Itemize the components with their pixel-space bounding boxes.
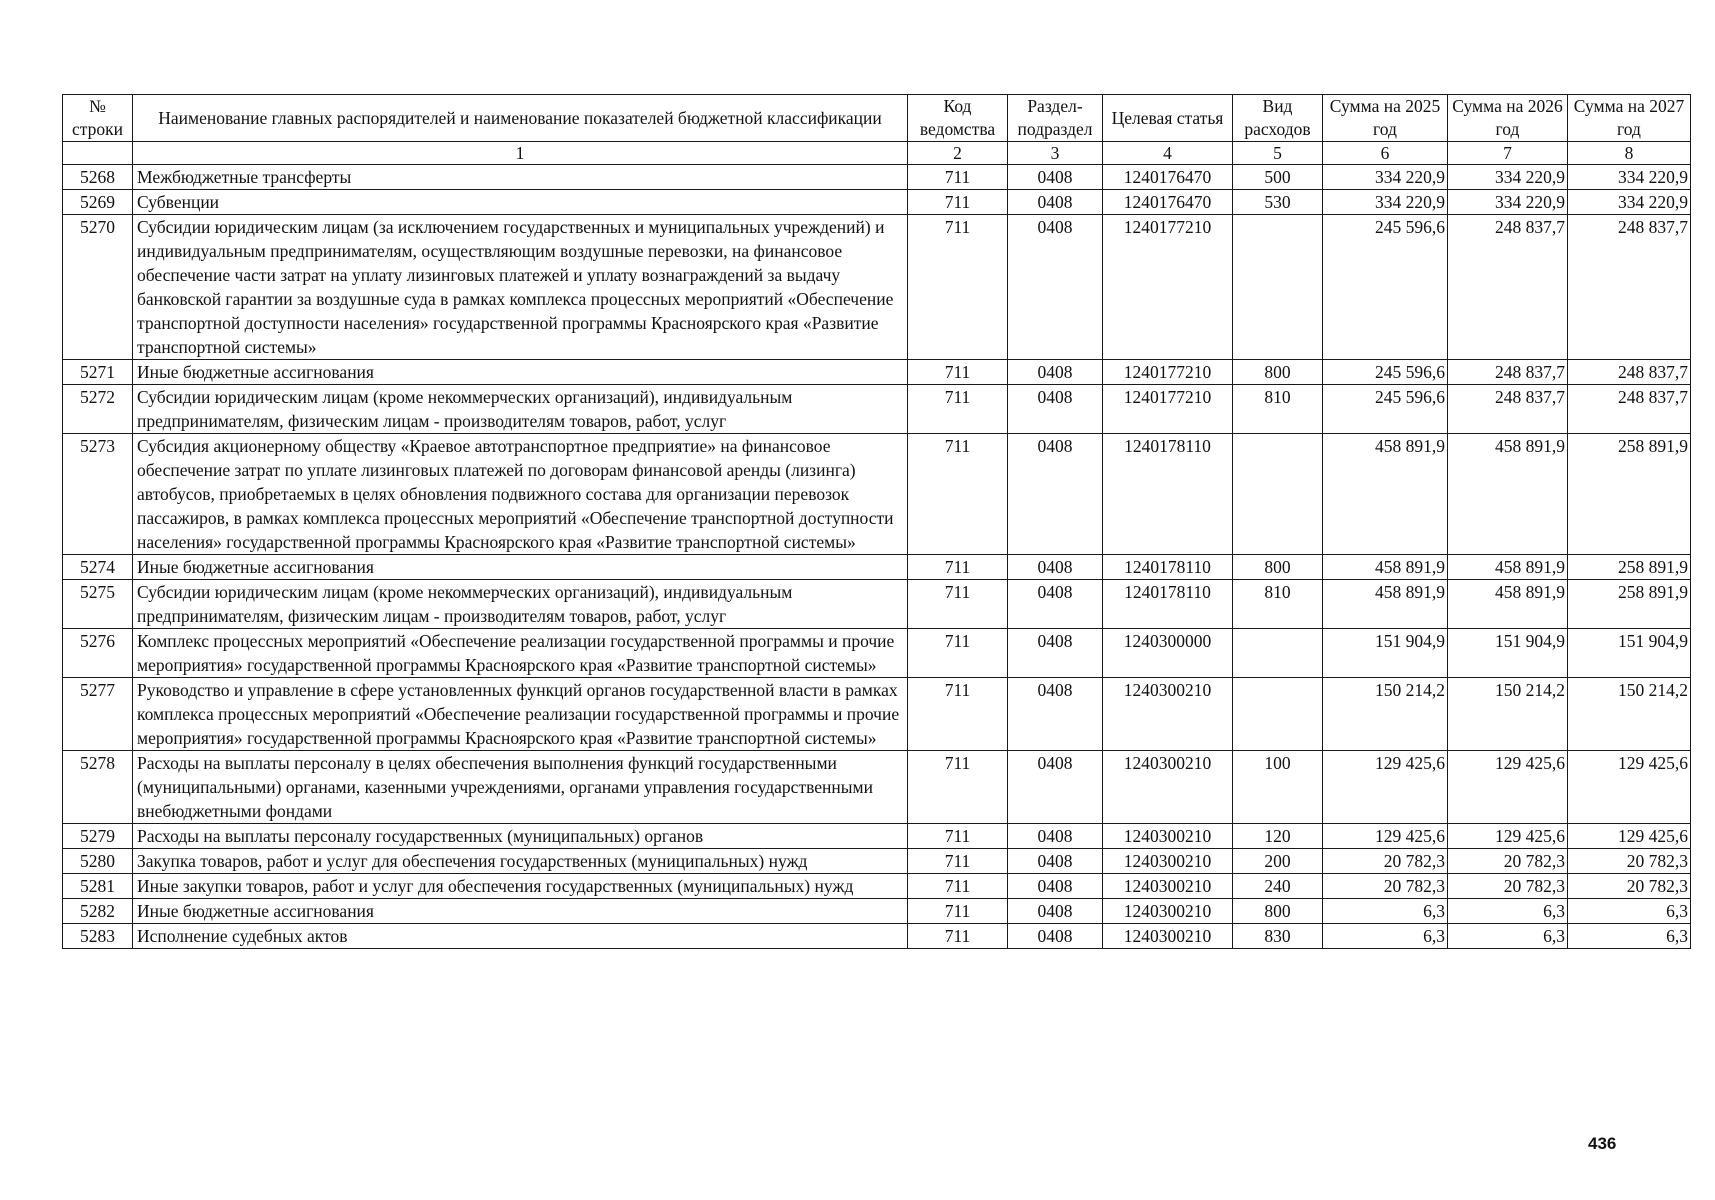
expense-type-cell: 800 [1233,899,1323,924]
header-dept-code: Код ведомства [908,95,1008,142]
sum-2027-cell: 248 837,7 [1568,360,1691,385]
sum-2027-cell: 248 837,7 [1568,385,1691,434]
table-row [63,678,1691,751]
budget-table [62,94,1691,949]
dept-code-cell: 711 [908,678,1008,751]
sum-2026-cell: 129 425,6 [1448,751,1568,824]
table-row [63,360,1691,385]
table-row [63,555,1691,580]
dept-code-cell: 711 [908,924,1008,949]
header-name: Наименование главных распорядителей и наименование показателей бюджетной классификации [133,95,908,142]
column-number-row [63,142,1691,165]
expense-type-cell: 800 [1233,555,1323,580]
section-cell: 0408 [1008,629,1103,678]
sum-2025-cell: 245 596,6 [1323,215,1448,360]
sum-2025-cell: 20 782,3 [1323,874,1448,899]
expense-type-cell: 810 [1233,580,1323,629]
target-cell: 1240300210 [1103,849,1233,874]
table-row [63,434,1691,555]
header-sum-2025: Сумма на 2025 год [1323,95,1448,142]
sum-2027-cell: 6,3 [1568,924,1691,949]
section-cell: 0408 [1008,190,1103,215]
header-sum-2027: Сумма на 2027 год [1568,95,1691,142]
table-row [63,874,1691,899]
column-number: 3 [1008,142,1103,165]
sum-2025-cell: 245 596,6 [1323,360,1448,385]
target-cell: 1240177210 [1103,360,1233,385]
expense-type-cell: 800 [1233,360,1323,385]
expense-type-cell: 530 [1233,190,1323,215]
dept-code-cell: 711 [908,899,1008,924]
expense-type-cell: 240 [1233,874,1323,899]
expense-type-cell: 810 [1233,385,1323,434]
sum-2026-cell: 248 837,7 [1448,215,1568,360]
header-target: Целевая статья [1103,95,1233,142]
row-number-cell: 5269 [63,190,133,215]
name-cell: Субсидии юридическим лицам (кроме некоммерческих организаций), индивидуальным предпринимателям, физическим лицам - производителям товаров, работ, услуг [133,580,908,629]
sum-2025-cell: 245 596,6 [1323,385,1448,434]
name-cell: Иные бюджетные ассигнования [133,360,908,385]
row-number-cell: 5279 [63,824,133,849]
column-number: 2 [908,142,1008,165]
sum-2026-cell: 20 782,3 [1448,874,1568,899]
expense-type-cell [1233,215,1323,360]
column-number: 4 [1103,142,1233,165]
row-number-cell: 5278 [63,751,133,824]
sum-2027-cell: 248 837,7 [1568,215,1691,360]
section-cell: 0408 [1008,678,1103,751]
table-row [63,751,1691,824]
row-number-cell: 5283 [63,924,133,949]
expense-type-cell: 100 [1233,751,1323,824]
sum-2027-cell: 258 891,9 [1568,434,1691,555]
sum-2025-cell: 6,3 [1323,924,1448,949]
sum-2027-cell: 129 425,6 [1568,751,1691,824]
sum-2026-cell: 458 891,9 [1448,555,1568,580]
name-cell: Иные бюджетные ассигнования [133,555,908,580]
sum-2026-cell: 334 220,9 [1448,190,1568,215]
section-cell: 0408 [1008,360,1103,385]
dept-code-cell: 711 [908,165,1008,190]
name-cell: Межбюджетные трансферты [133,165,908,190]
sum-2027-cell: 334 220,9 [1568,190,1691,215]
sum-2026-cell: 6,3 [1448,899,1568,924]
target-cell: 1240300210 [1103,678,1233,751]
sum-2026-cell: 129 425,6 [1448,824,1568,849]
column-number: 5 [1233,142,1323,165]
name-cell: Субсидии юридическим лицам (кроме некоммерческих организаций), индивидуальным предпринимателям, физическим лицам - производителям товаров, работ, услуг [133,385,908,434]
dept-code-cell: 711 [908,385,1008,434]
sum-2026-cell: 458 891,9 [1448,434,1568,555]
row-number-cell: 5282 [63,899,133,924]
row-number-cell: 5268 [63,165,133,190]
sum-2027-cell: 151 904,9 [1568,629,1691,678]
section-cell: 0408 [1008,899,1103,924]
name-cell: Иные закупки товаров, работ и услуг для обеспечения государственных (муниципальных) нужд [133,874,908,899]
row-number-cell: 5277 [63,678,133,751]
target-cell: 1240176470 [1103,165,1233,190]
section-cell: 0408 [1008,849,1103,874]
section-cell: 0408 [1008,385,1103,434]
row-number-cell: 5274 [63,555,133,580]
row-number-cell: 5276 [63,629,133,678]
sum-2027-cell: 6,3 [1568,899,1691,924]
header-section: Раздел-подраздел [1008,95,1103,142]
target-cell: 1240177210 [1103,385,1233,434]
target-cell: 1240177210 [1103,215,1233,360]
sum-2027-cell: 20 782,3 [1568,849,1691,874]
column-number: 8 [1568,142,1691,165]
expense-type-cell [1233,629,1323,678]
table-row [63,629,1691,678]
sum-2026-cell: 248 837,7 [1448,360,1568,385]
header-row [63,95,1691,142]
sum-2027-cell: 20 782,3 [1568,874,1691,899]
sum-2025-cell: 150 214,2 [1323,678,1448,751]
sum-2025-cell: 6,3 [1323,899,1448,924]
header-sum-2026: Сумма на 2026 год [1448,95,1568,142]
sum-2027-cell: 334 220,9 [1568,165,1691,190]
target-cell: 1240300000 [1103,629,1233,678]
column-number: 6 [1323,142,1448,165]
dept-code-cell: 711 [908,190,1008,215]
row-number-cell: 5281 [63,874,133,899]
table-row [63,899,1691,924]
table-row [63,824,1691,849]
sum-2025-cell: 151 904,9 [1323,629,1448,678]
column-number: 1 [133,142,908,165]
section-cell: 0408 [1008,215,1103,360]
table-row [63,165,1691,190]
row-number-cell: 5275 [63,580,133,629]
row-number-cell: 5280 [63,849,133,874]
row-number-cell: 5271 [63,360,133,385]
name-cell: Комплекс процессных мероприятий «Обеспечение реализации государственной программы и прочие мероприятия» государственной программы Красноярского края «Развитие транспортной системы» [133,629,908,678]
sum-2027-cell: 129 425,6 [1568,824,1691,849]
row-number-cell: 5272 [63,385,133,434]
header-row-number: № строки [63,95,133,142]
section-cell: 0408 [1008,555,1103,580]
sum-2027-cell: 150 214,2 [1568,678,1691,751]
expense-type-cell [1233,678,1323,751]
target-cell: 1240300210 [1103,751,1233,824]
dept-code-cell: 711 [908,555,1008,580]
sum-2026-cell: 150 214,2 [1448,678,1568,751]
name-cell: Иные бюджетные ассигнования [133,899,908,924]
table-row [63,215,1691,360]
section-cell: 0408 [1008,924,1103,949]
section-cell: 0408 [1008,165,1103,190]
expense-type-cell [1233,434,1323,555]
expense-type-cell: 500 [1233,165,1323,190]
sum-2026-cell: 334 220,9 [1448,165,1568,190]
target-cell: 1240300210 [1103,874,1233,899]
dept-code-cell: 711 [908,434,1008,555]
name-cell: Расходы на выплаты персоналу в целях обеспечения выполнения функций государственными (муниципальными) органами, казенными учреждениями, органами управления государственными внебюджетными фондами [133,751,908,824]
name-cell: Руководство и управление в сфере установленных функций органов государственной власти в рамках комплекса процессных мероприятий «Обеспечение реализации государственной программы и прочие мероприятия» государственной программы Красноярского края «Развитие транспортной системы» [133,678,908,751]
expense-type-cell: 200 [1233,849,1323,874]
target-cell: 1240300210 [1103,824,1233,849]
column-number: 7 [1448,142,1568,165]
section-cell: 0408 [1008,434,1103,555]
expense-type-cell: 120 [1233,824,1323,849]
table-row [63,849,1691,874]
sum-2025-cell: 334 220,9 [1323,190,1448,215]
table-body [63,165,1691,949]
sum-2025-cell: 458 891,9 [1323,434,1448,555]
sum-2025-cell: 334 220,9 [1323,165,1448,190]
section-cell: 0408 [1008,874,1103,899]
dept-code-cell: 711 [908,580,1008,629]
sum-2026-cell: 20 782,3 [1448,849,1568,874]
sum-2025-cell: 458 891,9 [1323,580,1448,629]
sum-2026-cell: 458 891,9 [1448,580,1568,629]
name-cell: Расходы на выплаты персоналу государственных (муниципальных) органов [133,824,908,849]
row-number-cell: 5270 [63,215,133,360]
dept-code-cell: 711 [908,360,1008,385]
sum-2026-cell: 6,3 [1448,924,1568,949]
column-number [63,142,133,165]
sum-2025-cell: 458 891,9 [1323,555,1448,580]
target-cell: 1240178110 [1103,434,1233,555]
table-row [63,924,1691,949]
name-cell: Субсидии юридическим лицам (за исключением государственных и муниципальных учреждений) и индивидуальным предпринимателям, осуществляющим воздушные перевозки, на финансовое обеспечение части затрат на уплату лизинговых платежей и уплату вознаграждений за выдачу банковской гарантии за воздушные суда в рамках комплекса процессных мероприятий «Обеспечение транспортной доступности населения» государственной программы Красноярского края «Развитие транспортной системы» [133,215,908,360]
name-cell: Исполнение судебных актов [133,924,908,949]
section-cell: 0408 [1008,751,1103,824]
expense-type-cell: 830 [1233,924,1323,949]
section-cell: 0408 [1008,824,1103,849]
target-cell: 1240300210 [1103,924,1233,949]
name-cell: Закупка товаров, работ и услуг для обеспечения государственных (муниципальных) нужд [133,849,908,874]
sum-2027-cell: 258 891,9 [1568,580,1691,629]
name-cell: Субсидия акционерному обществу «Краевое автотранспортное предприятие» на финансовое обеспечение затрат по уплате лизинговых платежей по договорам финансовой аренды (лизинга) автобусов, приобретаемых в целях обновления подвижного состава для организации перевозок пассажиров, в рамках комплекса процессных мероприятий «Обеспечение транспортной доступности населения» государственной программы Красноярского края «Развитие транспортной системы» [133,434,908,555]
sum-2026-cell: 151 904,9 [1448,629,1568,678]
dept-code-cell: 711 [908,824,1008,849]
sum-2025-cell: 129 425,6 [1323,751,1448,824]
target-cell: 1240300210 [1103,899,1233,924]
sum-2025-cell: 20 782,3 [1323,849,1448,874]
page-number: 436 [1588,1134,1617,1153]
dept-code-cell: 711 [908,629,1008,678]
sum-2027-cell: 258 891,9 [1568,555,1691,580]
name-cell: Субвенции [133,190,908,215]
target-cell: 1240178110 [1103,580,1233,629]
sum-2026-cell: 248 837,7 [1448,385,1568,434]
dept-code-cell: 711 [908,849,1008,874]
header-expense-type: Вид расходов [1233,95,1323,142]
dept-code-cell: 711 [908,215,1008,360]
table-row [63,385,1691,434]
table-row [63,580,1691,629]
target-cell: 1240178110 [1103,555,1233,580]
sum-2025-cell: 129 425,6 [1323,824,1448,849]
dept-code-cell: 711 [908,751,1008,824]
dept-code-cell: 711 [908,874,1008,899]
target-cell: 1240176470 [1103,190,1233,215]
section-cell: 0408 [1008,580,1103,629]
row-number-cell: 5273 [63,434,133,555]
table-row [63,190,1691,215]
